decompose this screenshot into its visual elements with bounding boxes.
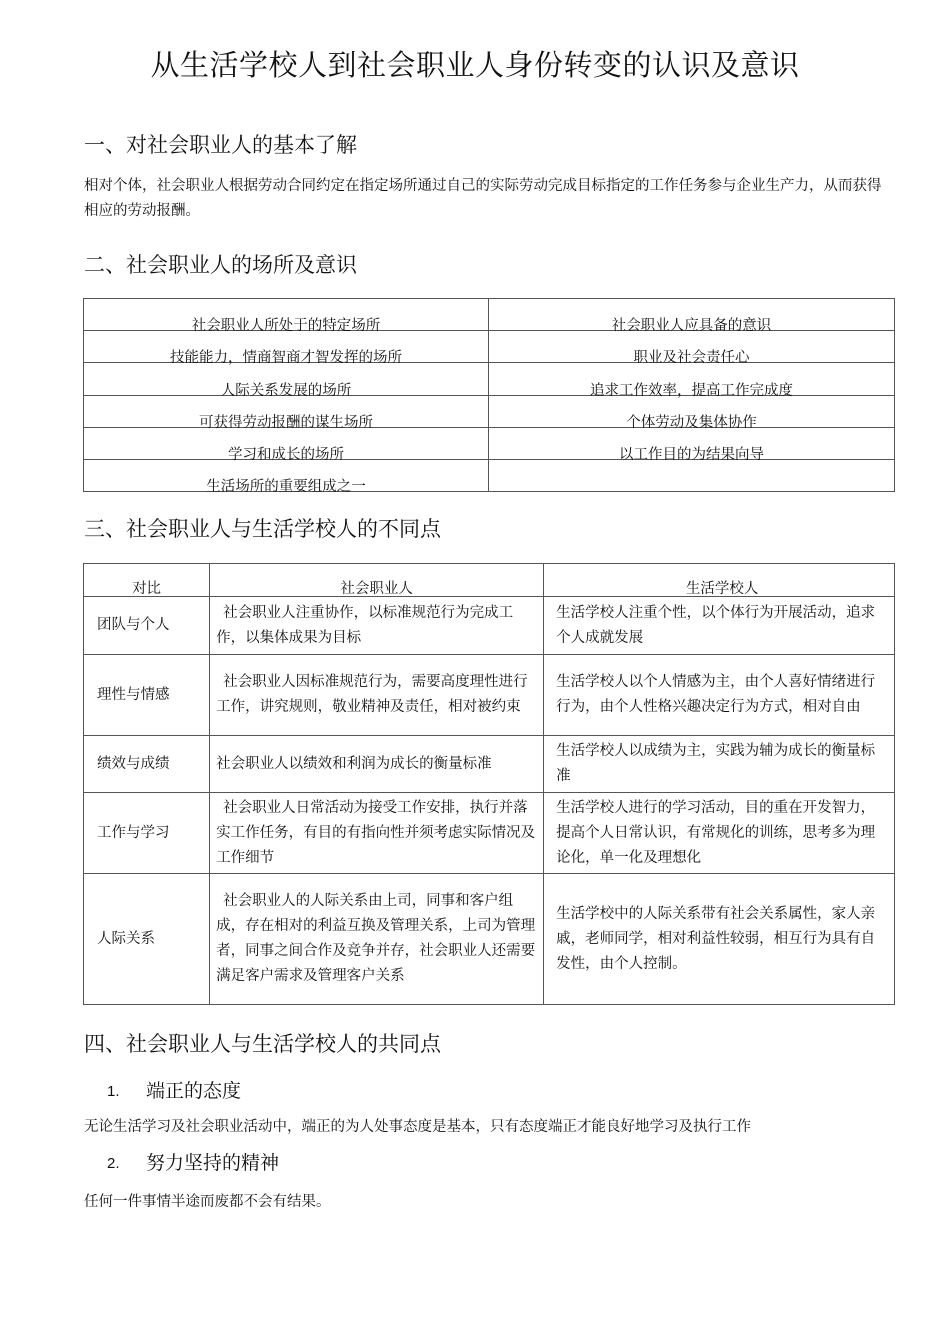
document-title: 从生活学校人到社会职业人身份转变的认识及意识 [150,48,800,82]
table-row-label: 人际关系 [84,874,210,1005]
section1-heading: 一、对社会职业人的基本了解 [84,133,357,157]
table-cell: 生活场所的重要组成之一 [84,460,489,492]
table-cell: 学习和成长的场所 [84,428,489,460]
table-cell: 社会职业人日常活动为接受工作安排，执行并落实工作任务，有目的有指向性并须考虑实际情况及工作细节 [210,793,544,874]
table-cell: 可获得劳动报酬的谋生场所 [84,396,489,428]
table-row [84,597,895,655]
table-row-label: 团队与个人 [84,597,210,655]
table-header-cell: 社会职业人 [210,564,544,597]
table-cell: 生活学校中的人际关系带有社会关系属性，家人亲戚，老师同学，相对利益性较弱，相互行为具有自发性，由个人控制。 [544,874,895,1005]
section3-heading: 三、社会职业人与生活学校人的不同点 [84,517,441,541]
table-cell: 生活学校人以成绩为主，实践为辅为成长的衡量标准 [544,736,895,793]
list-item-title: 端正的态度 [146,1080,242,1102]
table-header-row [84,564,895,597]
list-item-number: 2. [107,1155,120,1172]
section2-heading: 二、社会职业人的场所及意识 [84,253,357,277]
section4-heading: 四、社会职业人与生活学校人的共同点 [84,1032,441,1056]
table-row-label: 绩效与成绩 [84,736,210,793]
table-cell: 以工作目的为结果向导 [489,428,895,460]
table-cell: 技能能力，情商智商才智发挥的场所 [84,331,489,363]
table-row-label: 工作与学习 [84,793,210,874]
table-header-cell: 对比 [84,564,210,597]
table-cell: 社会职业人因标准规范行为，需要高度理性进行工作，讲究规则，敬业精神及责任，相对被约束 [210,655,544,736]
places-awareness-table [83,298,895,495]
table-cell: 社会职业人注重协作，以标准规范行为完成工作，以集体成果为目标 [210,597,544,655]
table-cell: 生活学校人注重个性，以个体行为开展活动，追求个人成就发展 [544,597,895,655]
table-cell: 生活学校人进行的学习活动，目的重在开发智力，提高个人日常认识，有常规化的训练，思考多为理论化，单一化及理想化 [544,793,895,874]
table-row [84,655,895,736]
table-row-label: 理性与情感 [84,655,210,736]
list-item-body: 无论生活学习及社会职业活动中，端正的为人处事态度是基本，只有态度端正才能良好地学习及执行工作 [84,1119,751,1135]
table-cell: 社会职业人的人际关系由上司，同事和客户组成，存在相对的利益互换及管理关系，上司为管理者，同事之间合作及竞争并存，社会职业人还需要满足客户需求及管理客户关系 [210,874,544,1005]
table-cell: 生活学校人以个人情感为主，由个人喜好情绪进行行为，由个人性格兴趣决定行为方式，相对自由 [544,655,895,736]
table-cell: 职业及社会责任心 [489,331,895,363]
list-item-body: 任何一件事情半途而废都不会有结果。 [84,1194,331,1210]
table-row [84,793,895,874]
table-cell: 社会职业人以绩效和利润为成长的衡量标准 [210,736,544,793]
table-cell: 人际关系发展的场所 [84,363,489,396]
section1-body: 相对个体，社会职业人根据劳动合同约定在指定场所通过自己的实际劳动完成目标指定的工作任务参与企业生产力，从而获得相应的劳动报酬。 [84,178,882,219]
table-row [84,736,895,793]
table-header-cell: 社会职业人应具备的意识 [489,299,895,331]
table-cell: 个体劳动及集体协作 [489,396,895,428]
list-item-title: 努力坚持的精神 [146,1152,280,1174]
differences-table [83,563,895,1005]
table-cell: 追求工作效率，提高工作完成度 [489,363,895,396]
table-header-row [84,299,895,331]
table-row [84,874,895,1005]
table-header-cell: 生活学校人 [544,564,895,597]
table-header-cell: 社会职业人所处于的特定场所 [84,299,489,331]
list-item-number: 1. [107,1083,120,1100]
